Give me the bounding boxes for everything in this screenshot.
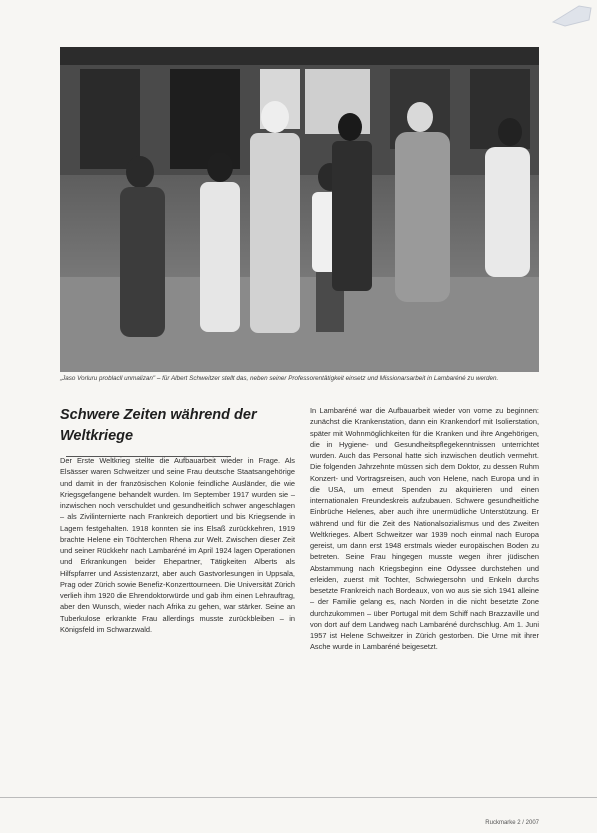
heading-line-2-text: Weltkriege [60,428,134,444]
left-column-text: Der Erste Weltkrieg stellte die Aufbauarbeit wieder in Frage. Als Elsässer waren Schweitzer und seine Frau deutsche Staatsangehörige und damit in der französischen Kolonie feindliche Ausländer, die wie Kriegsgefangene behandelt wurden. Im September 1917 wurden sie – inzwischen noch verschuldet und gesundheitlich schwer angeschlagen – als Zivilinternierte nach Frankreich deportiert und bis Kriegsende in Lagern festgehalten. 1918 konnten sie ins Elsaß zurückkehren, 1919 brachte Helene ein Töchterchen Rhena zur Welt. Zwischen dieser Zeit und seiner Rückkehr nach Lambaréné im April 1924 lagen Operationen und Erkrankungen beider Ehepartner, Tätigkeiten Alberts als Hilfspfarrer und Assistenzarzt, aber auch Gastvorlesungen in Uppsala, Prag oder Zürich sowie Benefiz-Konzerttourneen. Die Universität Zürich verlieh ihm 1920 die Ehrendoktorwürde und gab ihm einen Lehrauftrag, aber den Wunsch, wieder nach Afrika zu gehen, war stärker. Seine an Tuberkulose erkrankte Frau allerdings musste zurückbleiben – in Königsfeld im Schwarzwald. [60,456,295,634]
page-footer: Ruckmarke 2 / 2007 [485,820,539,826]
photo-caption: „Jaso Vorluru problacll unmalizan" – für Albert Schweitzer stellt das, neben seiner Professorentätigkeit einsetz und Missionarsarbeit in Lambaréné zu werden. [60,375,499,382]
historical-photo [60,47,539,372]
heading-line-1: Schwere Zeiten während der [60,407,257,423]
bottom-divider [0,797,597,798]
right-column-text: In Lambaréné war die Aufbauarbeit wieder von vorne zu beginnen: zunächst die Krankenstation, dann ein Krankendorf mit Isolierstation, später mit Wohnmöglichkeiten für die Kranken und ihre Angehörigen, die in Hygiene- und Gesundheitspflegekenntnissen unterrichtet wurden. Auch das Personal hatte sich inzwischen deutlich vermehrt. Die folgenden Jahrzehnte müssen sich dem Doktor, zu dessen Ruhm Konzert- und Vortragsreisen, auch von Helene, nach Europa und in die USA, um erneut Spenden zu akquirieren und einen internationalen Freundeskreis aufzubauen. Schwere gesundheitliche Einbrüche Helenes, aber auch ihre unermüdliche Unterstützung. Er während und für die Zeit des Nationalsozialismus und des Zweiten Weltkrieges. Albert Schweitzer war 1939 noch einmal nach Europa gereist, um dann erst 1948 erstmals wieder europäischen Boden zu betreten. Seine Frau hingegen musste wegen ihrer jüdischen Abstammung nach Kriegsbeginn eine Odyssee durchstehen und erleiden, zuerst mit Tochter, Schwiegersohn und Enkeln durchs besetzte Frankreich nach Bordeaux, von wo aus sie sich 1941 alleine – der Familie gelang es, nach Norden in die nicht besetzte Zone durchzukommen – über Portugal mit dem Schiff nach Brazzaville und von dort auf dem Landweg nach Lambaréné durchschlug. Am 1. Juni 1957 ist Helene Schweitzer in Zürich gestorben. Die Urne mit ihrer Asche wurde in Lambaréné beigesetzt. [310,406,539,652]
corner-decoration [549,2,593,28]
